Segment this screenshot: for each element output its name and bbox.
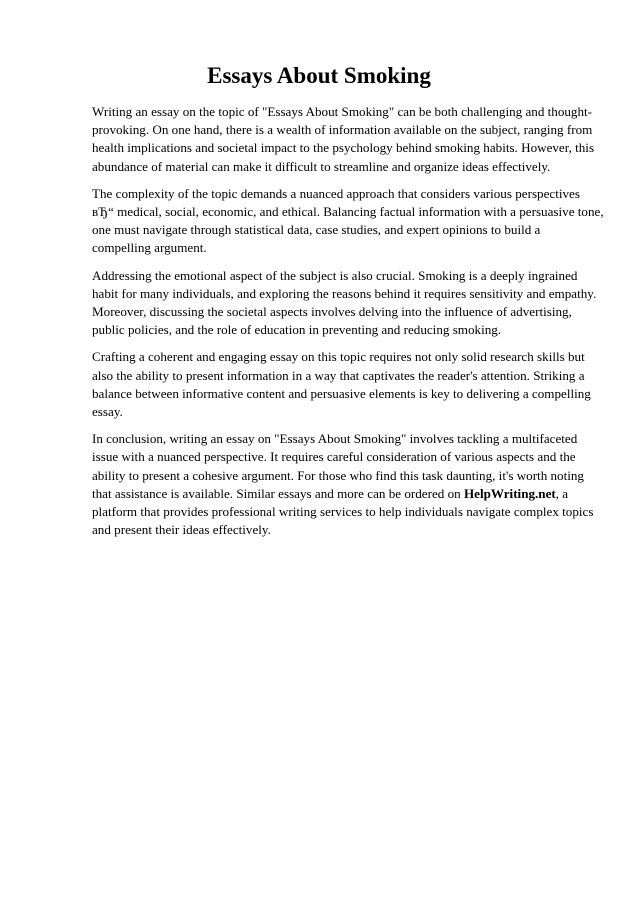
- helpwriting-link[interactable]: HelpWriting.net: [463, 485, 556, 501]
- text-line: вЂ“ medical, social, economic, and ethical. Balancing factual information with a persuasive tone,: [92, 204, 604, 220]
- text-line: one must navigate through statistical data, case studies, and expert opinions to build a: [92, 222, 541, 238]
- text-line: essay.: [92, 404, 123, 420]
- text-line: abundance of material can make it difficult to streamline and organize ideas effectively.: [92, 158, 551, 174]
- text-line: issue with a nuanced perspective. It requires careful consideration of various aspects and the: [92, 449, 576, 465]
- text-line: Crafting a coherent and engaging essay on this topic requires not only solid research skills but: [92, 349, 585, 365]
- text-line: public policies, and the role of education in preventing and reducing smoking.: [92, 322, 502, 338]
- text-line: In conclusion, writing an essay on "Essays About Smoking" involves tackling a multifaceted: [92, 431, 578, 447]
- text-line: Addressing the emotional aspect of the subject is also crucial. Smoking is a deeply ingrained: [92, 267, 578, 283]
- text-line: habit for many individuals, and exploring the reasons behind it requires sensitivity and empathy.: [92, 285, 597, 301]
- document-title: Essays About Smoking: [207, 63, 431, 88]
- text-line: health implications and societal impact to the psychology behind smoking habits. However, this: [92, 140, 595, 156]
- text-line: Writing an essay on the topic of "Essays About Smoking" can be both challenging and thought-: [92, 104, 593, 119]
- text-line: platform that provides professional writing services to help individuals navigate complex topics: [92, 504, 594, 520]
- text-line: ability to present a cohesive argument. For those who find this task daunting, it's worth noting: [92, 467, 584, 483]
- text-line: and present their ideas effectively.: [92, 522, 271, 538]
- text-line: provoking. On one hand, there is a wealth of information available on the subject, ranging from: [92, 122, 593, 138]
- text-line: The complexity of the topic demands a nuanced approach that considers various perspectives: [92, 185, 580, 201]
- text-line: [92, 485, 602, 503]
- paragraph-1: [92, 103, 602, 176]
- paragraph-3: [92, 267, 602, 340]
- document-body: [92, 103, 602, 548]
- paragraph-2: [92, 185, 602, 258]
- text-line: Moreover, discussing the societal aspects involves delving into the influence of advertising,: [92, 304, 572, 320]
- text-segment: that assistance is available. Similar essays and more can be ordered on: [92, 485, 464, 501]
- text-line: balance between informative content and persuasive elements is key to delivering a compelling: [92, 385, 591, 401]
- paragraph-5: [92, 430, 602, 539]
- text-line: also the ability to present information in a way that captivates the reader's attention. Striking a: [92, 367, 585, 383]
- text-line: compelling argument.: [92, 240, 207, 256]
- text-segment: , a: [555, 485, 569, 501]
- paragraph-4: [92, 348, 602, 421]
